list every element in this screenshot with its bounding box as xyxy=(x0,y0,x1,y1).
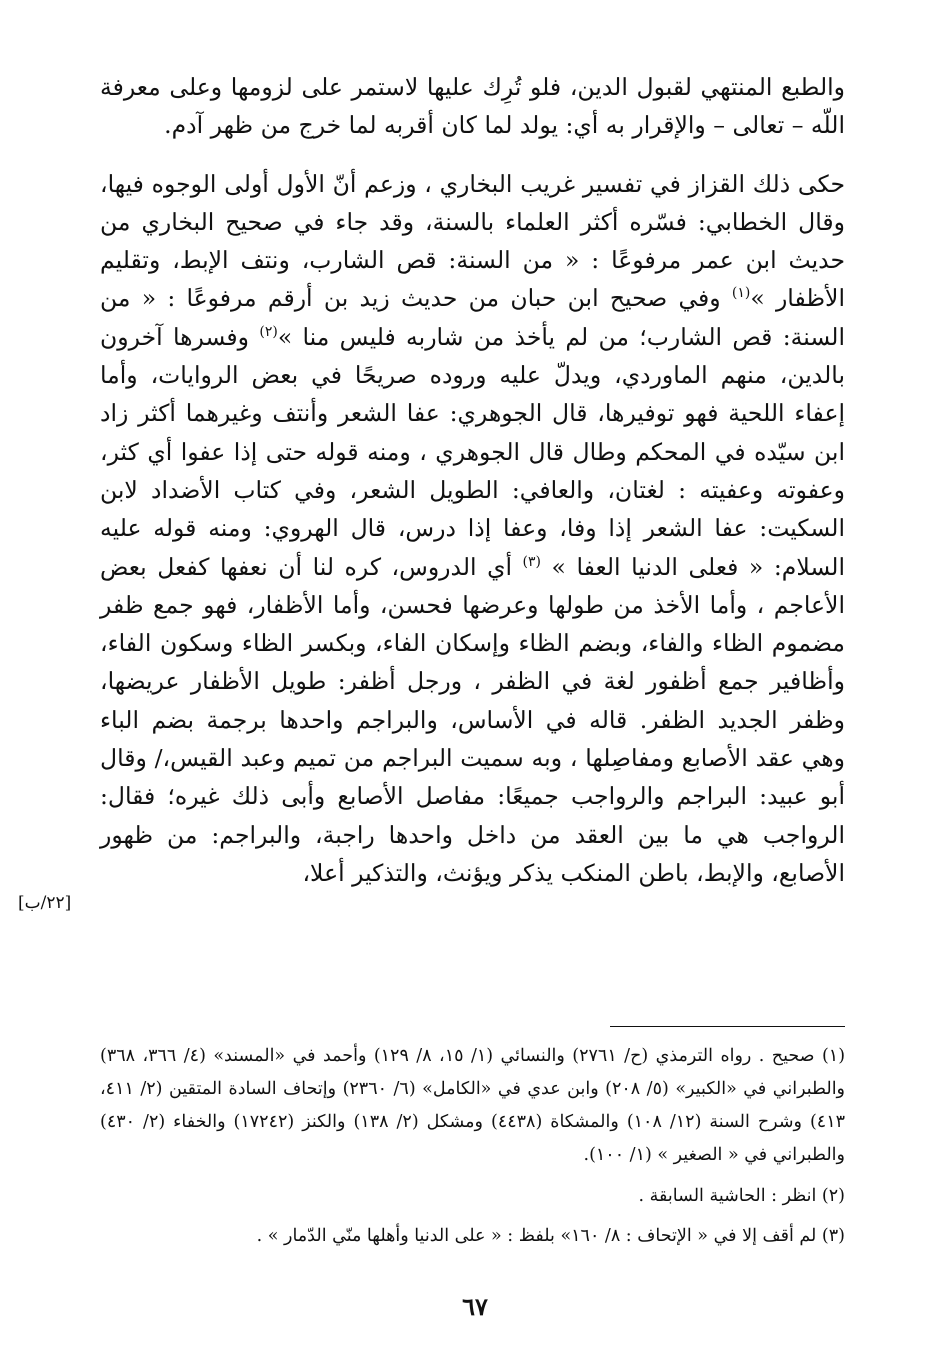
paragraph-2-part-4: أي الدروس، كره لنا أن نعفها كفعل بعض الأعاجم ، وأما الأخذ من طولها وعرضها فحسن، وأما الأظفار، فهو جمع ظفر مضموم الظاء والفاء، وبضم الظاء وإسكان الفاء، وبكسر الظاء وسكون الفاء، وأظافير جمع أظفور لغة في الظفر ، ورجل أظفر: طويل الأظفار عريضها، وظفر الجديد الظفر. قاله في الأساس، والبراجم واحدها برجمة بضم الباء وهي عقد الأصابع ومفاصِلها ، وبه سميت البراجم من تميم وعبد القيس،/ وقال أبو عبيد: البراجم والرواجب جميعًا: مفاصل الأصابع وأبى ذلك غيره؛ فقال: الرواجب هي ما بين العقد من داخل واحدها راجبة، والبراجم: من ظهور الأصابع، والإبط، باطن المنكب يذكر ويؤنث، والتذكير أعلا، xyxy=(100,552,845,887)
paragraph-1: والطبع المنتهي لقبول الدين، فلو تُرِك عليها لاستمر على لزومها وعلى معرفة اللّه – تعالى – والإقرار به أي: يولد لما كان أقربه لما خرج من ظهر آدم. xyxy=(100,73,845,140)
footnotes xyxy=(100,1040,845,1253)
manuscript-folio-note: [٢٢/ب] xyxy=(18,893,72,913)
footnote-2: (٢) انظر : الحاشية السابقة . xyxy=(638,1185,845,1206)
paragraph-2-part-3: وفسرها آخرون بالدين، منهم الماوردي، ويدلّ عليه وروده صريحًا في بعض الروايات، وأما إعفاء اللحية فهو توفيرها، قال الجوهري: عفا الشعر وأنتف وغيرهما أكثر زاد ابن سيّده في المحكم وطال قال الجوهري ، ومنه قوله حتى إذا عفوا أي كثر، وعفوته وعفيته : لغتان، والعافي: الطويل الشعر، وفي كتاب الأضداد لابن السكيت: عفا الشعر إذا وفا، وعفا إذا درس، قال الهروي: ومنه قوله عليه السلام: « فعلى الدنيا العفا » xyxy=(100,322,845,581)
main-text xyxy=(100,68,845,892)
footnote-ref-1: (١) xyxy=(731,285,751,302)
paragraph-2 xyxy=(100,165,845,893)
footnote-ref-3: (٣) xyxy=(522,553,542,570)
footnote-1: (١) صحيح . رواه الترمذي (ح/ ٢٧٦١) والنسائي (١/ ١٥، ٨/ ١٢٩) وأحمد في «المسند» (٤/ ٣٦٦، ٣٦٨) والطبراني في «الكبير» (٥/ ٢٠٨) وابن عدي في «الكامل» (٦/ ٢٣٦٠) وإتحاف السادة المتقين (٢/ ٤١١، ٤١٣) وشرح السنة (١٢/ ١٠٨) والمشكاة (٤٤٣٨) ومشكل (٢/ ١٣٨) والكنز (١٧٢٤٢) والخفاء (٢/ ٤٣٠) والطبراني في « الصغير » (١/ ١٠٠). xyxy=(100,1046,846,1165)
paragraph-2-part-1: حكى ذلك القزاز في تفسير غريب البخاري ، وزعم أنّ الأول أولى الوجوه فيها، وقال الخطابي: فسّره أكثر العلماء بالسنة، وقد جاء في صحيح البخاري من حديث ابن عمر مرفوعًا : « من السنة: قص الشارب، ونتف الإبط، وتقليم الأظفار » xyxy=(100,169,845,313)
page-number: ٦٧ xyxy=(462,1292,488,1321)
paragraph-2-part-2: وفي صحيح ابن حبان من حديث زيد بن أرقم مرفوعًا : « من السنة: قص الشارب؛ من لم يأخذ من شاربه فليس منا » xyxy=(100,284,845,351)
footnote-separator xyxy=(610,1026,845,1027)
footnote-3: (٣) لم أقف إلا في « الإتحاف : ٨/ ١٦٠» بلفظ : « على الدنيا وأهلها منّي الدّمار » . xyxy=(256,1226,845,1247)
footnote-ref-2: (٢) xyxy=(259,323,278,340)
